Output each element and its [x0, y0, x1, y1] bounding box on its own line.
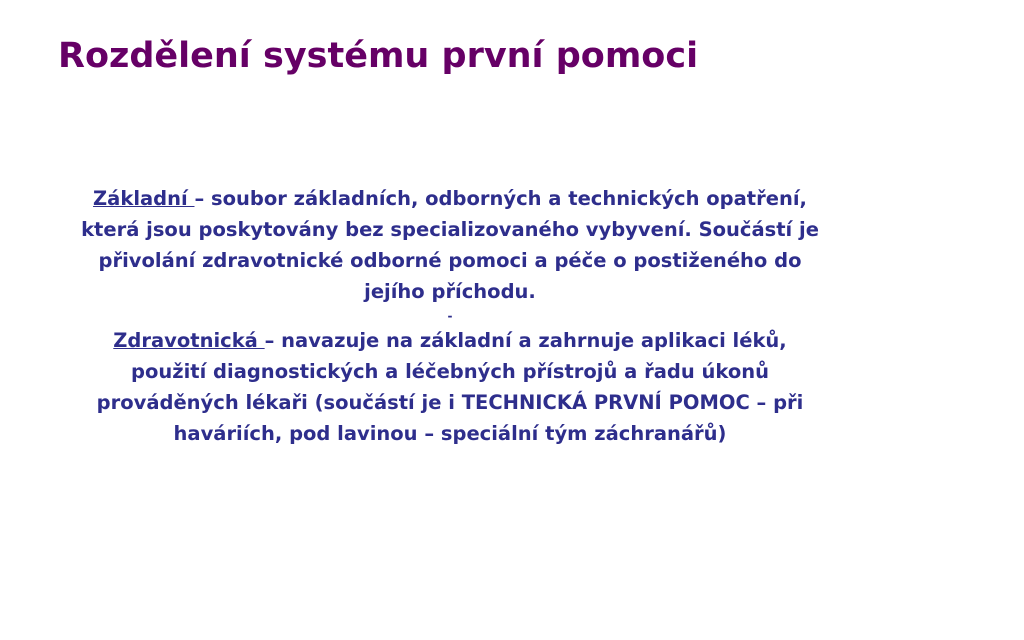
term-basic: Základní: [93, 187, 195, 210]
paragraph-basic: [80, 183, 820, 307]
slide-body: [80, 183, 820, 449]
separator-dash: -: [447, 309, 453, 323]
paragraph-medical: [80, 325, 820, 449]
term-medical: Zdravotnická: [113, 329, 265, 352]
paragraph-medical-text: – navazuje na základní a zahrnuje aplikaci léků, použití diagnostických a léčebných přístrojů a řadu úkonů prováděných lékaři (součástí je i TECHNICKÁ PRVNÍ POMOC – při haváriích, pod lavinou – speciální tým záchranářů): [96, 329, 804, 445]
paragraph-basic-text: – soubor základních, odborných a technických opatření, která jsou poskytovány bez specializovaného vybyvení. Součástí je přivolání zdravotnické odborné pomoci a péče o postiženého do jejího příchodu.: [81, 187, 819, 303]
slide-title: Rozdělení systému první pomoci: [58, 36, 699, 76]
